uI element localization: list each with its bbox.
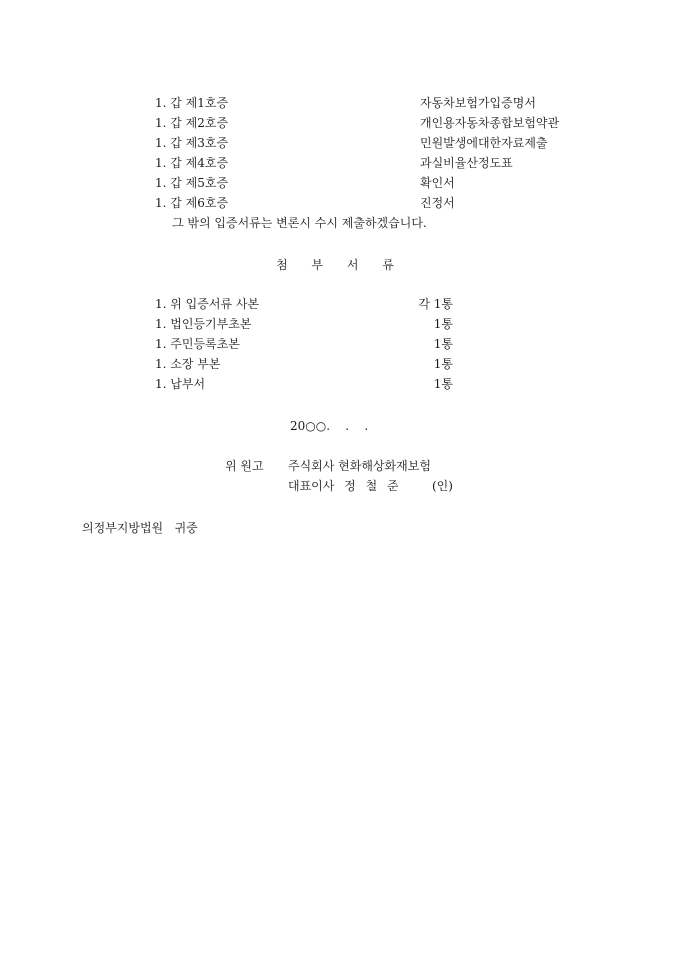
evidence-item: [155, 94, 585, 112]
evidence-description: 민원발생에대한자료제출: [420, 136, 548, 150]
attachment-quantity: 1통: [433, 377, 453, 391]
evidence-label: 1. 갑 제6호증: [155, 196, 229, 210]
attachment-item: [155, 375, 453, 393]
signer-representative: 대표이사 정 철 준: [288, 479, 399, 493]
evidence-item: [155, 174, 585, 192]
attachment-item: [155, 315, 453, 333]
attachments-title: 첨 부 서 류: [276, 258, 404, 272]
evidence-item: [155, 154, 585, 172]
seal-mark: (인): [432, 479, 453, 493]
signer-role: 위 원고: [225, 459, 264, 473]
evidence-label: 1. 갑 제3호증: [155, 136, 229, 150]
attachment-label: 1. 위 입증서류 사본: [155, 297, 260, 311]
attachment-label: 1. 주민등록초본: [155, 337, 240, 351]
court-addressee: 의정부지방법원 귀중: [82, 521, 198, 535]
evidence-item: [155, 114, 585, 132]
evidence-description: 과실비율산정도표: [420, 156, 513, 170]
attachment-quantity: 1통: [433, 337, 453, 351]
evidence-description: 확인서: [420, 176, 455, 190]
evidence-label: 1. 갑 제2호증: [155, 116, 229, 130]
evidence-label: 1. 갑 제5호증: [155, 176, 229, 190]
evidence-label: 1. 갑 제4호증: [155, 156, 229, 170]
document-date: 20○○. . .: [290, 419, 369, 433]
attachment-item: [155, 335, 453, 353]
attachment-label: 1. 소장 부본: [155, 357, 221, 371]
attachment-quantity: 1통: [433, 317, 453, 331]
attachment-label: 1. 법인등기부초본: [155, 317, 252, 331]
attachment-quantity: 각 1통: [418, 297, 453, 311]
evidence-note: 그 밖의 입증서류는 변론시 수시 제출하겠습니다.: [172, 216, 427, 230]
evidence-item: [155, 194, 585, 212]
evidence-description: 진정서: [420, 196, 455, 210]
evidence-label: 1. 갑 제1호증: [155, 96, 229, 110]
evidence-item: [155, 134, 585, 152]
signer-company: 주식회사 현화해상화재보험: [288, 459, 431, 473]
attachment-quantity: 1통: [433, 357, 453, 371]
attachment-item: [155, 295, 453, 313]
attachment-item: [155, 355, 453, 373]
evidence-description: 개인용자동차종합보험약관: [420, 116, 560, 130]
evidence-description: 자동차보험가입증명서: [420, 96, 536, 110]
attachment-label: 1. 납부서: [155, 377, 206, 391]
